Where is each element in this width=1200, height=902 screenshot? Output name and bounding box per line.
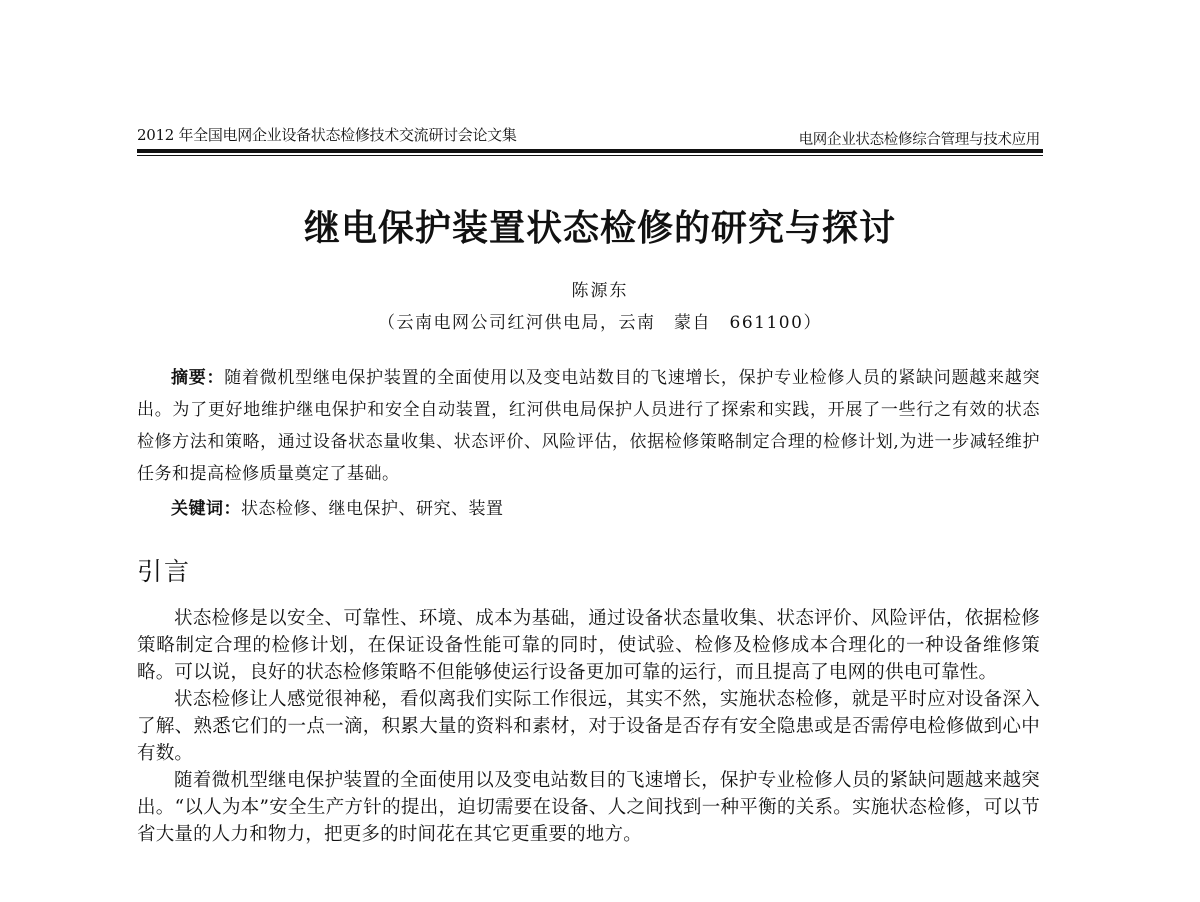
- keywords-text: 状态检修、继电保护、研究、装置: [241, 499, 504, 519]
- paper-affiliation: （云南电网公司红河供电局，云南 蒙自 661100）: [378, 313, 822, 333]
- paper-title: 继电保护装置状态检修的研究与探讨: [303, 208, 896, 249]
- keywords-label: 关键词：: [171, 499, 241, 519]
- abstract-block: [137, 362, 1040, 490]
- body-paragraph: 状态检修是以安全、可靠性、环境、成本为基础，通过设备状态量收集、状态评价、风险评估，依据检修策略制定合理的检修计划，在保证设备性能可靠的同时，使试验、检修及检修成本合理化的一种设备维修策略。可以说，良好的状态检修策略不但能够使运行设备更加可靠的运行，而且提高了电网的供电可靠性。: [137, 608, 1040, 683]
- header-rule-thin: [137, 155, 1043, 156]
- header-section-title: 电网企业状态检修综合管理与技术应用: [798, 132, 1040, 148]
- paper-author: 陈源东: [571, 281, 629, 301]
- header-proceedings-title: 2012 年全国电网企业设备状态检修技术交流研讨会论文集: [137, 126, 517, 144]
- running-header: [137, 124, 1040, 148]
- header-rule-thick: [137, 149, 1043, 153]
- abstract-label: 摘要：: [171, 368, 225, 388]
- section-heading-introduction: 引言: [137, 557, 192, 586]
- keywords-block: [137, 493, 1040, 525]
- body-paragraph: 随着微机型继电保护装置的全面使用以及变电站数目的飞速增长，保护专业检修人员的紧缺问题越来越突出。“以人为本”安全生产方针的提出，迫切需要在设备、人之间找到一种平衡的关系。实施状态检修，可以节省大量的人力和物力，把更多的时间花在其它更重要的地方。: [137, 770, 1040, 845]
- introduction-body: [137, 605, 1040, 848]
- body-paragraph: 状态检修让人感觉很神秘，看似离我们实际工作很远，其实不然，实施状态检修，就是平时应对设备深入了解、熟悉它们的一点一滴，积累大量的资料和素材，对于设备是否存有安全隐患或是否需停电检修做到心中有数。: [137, 689, 1040, 764]
- abstract-text: 随着微机型继电保护装置的全面使用以及变电站数目的飞速增长，保护专业检修人员的紧缺问题越来越突出。为了更好地维护继电保护和安全自动装置，红河供电局保护人员进行了探索和实践，开展了一些行之有效的状态检修方法和策略，通过设备状态量收集、状态评价、风险评估，依据检修策略制定合理的检修计划,为进一步减轻维护任务和提高检修质量奠定了基础。: [137, 368, 1040, 484]
